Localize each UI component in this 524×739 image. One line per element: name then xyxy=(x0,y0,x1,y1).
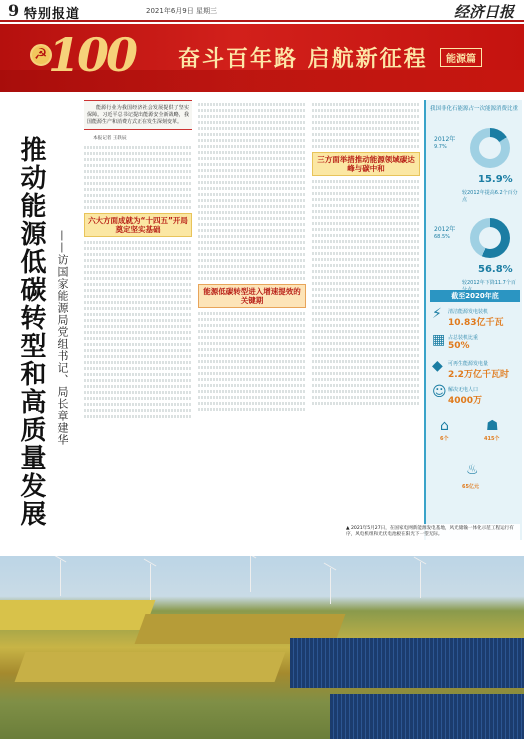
text-line xyxy=(198,259,306,262)
text-line xyxy=(84,379,192,382)
text-line xyxy=(84,146,192,149)
text-line xyxy=(198,312,306,315)
text-line xyxy=(312,234,420,237)
text-column-2 xyxy=(198,100,306,540)
text-line xyxy=(312,354,420,357)
text-line xyxy=(198,378,306,381)
wind-turbine xyxy=(420,562,421,598)
text-line xyxy=(312,133,420,136)
info-heading: 我国非化石能源占一次能源消费比重 xyxy=(430,106,519,112)
text-line xyxy=(198,390,306,393)
text-line xyxy=(312,330,420,333)
text-line xyxy=(84,319,192,322)
text-line xyxy=(84,283,192,286)
text-line xyxy=(312,300,420,303)
text-column-1 xyxy=(84,100,192,540)
text-column-3 xyxy=(312,100,420,540)
text-line xyxy=(312,366,420,369)
text-line xyxy=(198,342,306,345)
house-icon: ⌂ xyxy=(440,418,449,434)
text-line xyxy=(84,289,192,292)
text-line xyxy=(312,264,420,267)
text-line xyxy=(312,384,420,387)
wind-turbine xyxy=(250,556,251,592)
farmland xyxy=(15,652,286,682)
text-line xyxy=(312,312,420,315)
text-line xyxy=(198,127,306,130)
water-drop-icon: ◆ xyxy=(432,358,443,374)
text-line xyxy=(312,127,420,130)
info-value-1: 15.9% xyxy=(478,174,513,185)
section-title: 特别报道 xyxy=(24,7,81,22)
text-line xyxy=(198,235,306,238)
text-line xyxy=(198,366,306,369)
text-line xyxy=(312,115,420,118)
text-line xyxy=(84,355,192,358)
text-line xyxy=(312,342,420,345)
text-line xyxy=(84,331,192,334)
text-line xyxy=(198,109,306,112)
info-row-1: 清洁能源发电装机 10.83亿千瓦 xyxy=(448,309,504,328)
power-tower-icon: ⚡ xyxy=(432,306,442,322)
text-line xyxy=(84,152,192,155)
text-line xyxy=(84,176,192,179)
text-line xyxy=(312,348,420,351)
text-line xyxy=(198,247,306,250)
text-line xyxy=(312,306,420,309)
text-line xyxy=(198,163,306,166)
text-line xyxy=(312,282,420,285)
text-line xyxy=(312,145,420,148)
text-line xyxy=(84,415,192,418)
text-line xyxy=(198,217,306,220)
text-line xyxy=(312,109,420,112)
info-row-4: 解决无电人口 4000万 xyxy=(448,387,483,406)
text-line xyxy=(84,265,192,268)
text-line xyxy=(312,276,420,279)
text-line xyxy=(84,301,192,304)
text-line xyxy=(312,402,420,405)
text-line xyxy=(84,188,192,191)
text-line xyxy=(312,216,420,219)
text-line xyxy=(198,121,306,124)
text-line xyxy=(84,277,192,280)
text-line xyxy=(198,223,306,226)
info-ribbon: 截至2020年底 xyxy=(430,290,520,302)
text-line xyxy=(312,378,420,381)
text-line xyxy=(312,324,420,327)
text-line xyxy=(84,397,192,400)
text-line xyxy=(312,210,420,213)
solar-panel-icon: ▦ xyxy=(432,332,446,348)
text-line xyxy=(84,367,192,370)
text-line xyxy=(312,396,420,399)
page-number: 9 xyxy=(8,1,20,20)
text-line xyxy=(84,349,192,352)
page-header xyxy=(0,0,524,22)
text-line xyxy=(84,295,192,298)
text-line xyxy=(84,361,192,364)
text-line xyxy=(198,193,306,196)
issue-date: 2021年6月9日 星期三 xyxy=(146,7,217,15)
section-heading-3: 三方面举措推动能源领域碳达峰与碳中和 xyxy=(312,152,420,176)
info-year-1: 2012年 xyxy=(434,136,456,143)
photo-caption: ▲ 2021年5月27日，在国家电网新能源发电基地，风光储输一体化示范工程运行有序，风电机组和光伏电池板在阳光下一望无际。 xyxy=(344,524,520,540)
text-line xyxy=(198,181,306,184)
wind-turbine xyxy=(150,564,151,600)
info-note-2: 较2012年下降11.7个百 xyxy=(462,280,516,286)
infographic-panel xyxy=(424,100,522,540)
text-line xyxy=(84,241,192,244)
text-line xyxy=(84,409,192,412)
text-line xyxy=(198,348,306,351)
text-line xyxy=(198,318,306,321)
text-line xyxy=(312,228,420,231)
section-heading-1: 六大方面成就为“十四五”开局奠定坚实基础 xyxy=(84,213,192,237)
text-line xyxy=(198,205,306,208)
text-line xyxy=(84,373,192,376)
text-line xyxy=(312,372,420,375)
info-value-2: 56.8% xyxy=(478,264,513,275)
text-line xyxy=(198,241,306,244)
text-line xyxy=(312,222,420,225)
text-line xyxy=(312,103,420,106)
farmland xyxy=(0,600,155,630)
text-line xyxy=(198,324,306,327)
text-line xyxy=(198,229,306,232)
text-line xyxy=(312,252,420,255)
section-heading-2: 能源低碳转型进入增速提效的关键期 xyxy=(198,284,306,308)
text-line xyxy=(312,294,420,297)
text-line xyxy=(198,265,306,268)
text-line xyxy=(84,200,192,203)
text-line xyxy=(84,403,192,406)
text-line xyxy=(312,121,420,124)
village-icon: ☗ xyxy=(486,418,499,434)
text-line xyxy=(312,240,420,243)
wind-solar-photo xyxy=(0,556,524,739)
text-line xyxy=(312,192,420,195)
text-line xyxy=(312,204,420,207)
text-line xyxy=(84,247,192,250)
text-line xyxy=(198,271,306,274)
text-line xyxy=(84,182,192,185)
banner-tag: 能源篇 xyxy=(440,48,482,67)
text-line xyxy=(84,313,192,316)
text-line xyxy=(312,270,420,273)
text-line xyxy=(198,372,306,375)
wind-turbine xyxy=(60,560,61,596)
text-line xyxy=(84,170,192,173)
text-line xyxy=(198,402,306,405)
text-line xyxy=(198,330,306,333)
text-line xyxy=(198,253,306,256)
info-year-2: 2012年 xyxy=(434,226,456,233)
info-small-3: 65亿元 xyxy=(462,484,479,490)
text-line xyxy=(84,206,192,209)
info-row-2: 占总装机比重 50% xyxy=(448,335,479,351)
text-line xyxy=(84,391,192,394)
text-line xyxy=(198,133,306,136)
text-line xyxy=(84,158,192,161)
text-line xyxy=(312,139,420,142)
text-line xyxy=(198,145,306,148)
text-line xyxy=(198,139,306,142)
masthead-logo: 经济日报 xyxy=(453,3,514,21)
text-line xyxy=(198,157,306,160)
text-line xyxy=(312,336,420,339)
text-line xyxy=(84,259,192,262)
article-title: 推动能源低碳转型和高质量发展 xyxy=(16,136,46,528)
text-line xyxy=(312,390,420,393)
info-row-3: 可再生能源发电量 2.2万亿千瓦时 xyxy=(448,361,509,380)
article-body xyxy=(84,100,420,540)
article-lead: 能源行业为我国经济社会发展提供了坚实保障。习近平总书记提出能源安全新战略，我国能源生产和消费方式正在发生深刻变革。 xyxy=(84,100,192,130)
article-subtitle: ——访国家能源局党组书记、局长章建华 xyxy=(56,230,69,446)
text-line xyxy=(84,164,192,167)
wind-turbine xyxy=(330,568,331,604)
text-line xyxy=(84,194,192,197)
banner-hundred: 100 xyxy=(48,28,136,82)
text-line xyxy=(198,211,306,214)
text-line xyxy=(198,103,306,106)
text-line xyxy=(84,385,192,388)
text-line xyxy=(198,151,306,154)
money-bag-icon: ♨ xyxy=(466,462,479,478)
text-line xyxy=(198,396,306,399)
info-note-1: 较2012年提高6.2个百分点 xyxy=(462,190,518,203)
text-line xyxy=(198,187,306,190)
text-line xyxy=(84,307,192,310)
info-small-1: 6个 xyxy=(440,436,449,442)
people-icon: ☺ xyxy=(432,384,447,400)
text-line xyxy=(198,169,306,172)
text-line xyxy=(84,343,192,346)
text-line xyxy=(312,198,420,201)
text-line xyxy=(198,277,306,280)
text-line xyxy=(198,115,306,118)
text-line xyxy=(84,253,192,256)
text-line xyxy=(198,336,306,339)
text-line xyxy=(198,360,306,363)
solar-array xyxy=(330,694,524,739)
text-line xyxy=(312,318,420,321)
text-line xyxy=(312,246,420,249)
text-line xyxy=(312,258,420,261)
byline: 本报记者 王轶辰 xyxy=(93,136,127,142)
text-line xyxy=(198,408,306,411)
banner-slogan: 奋斗百年路 启航新征程 xyxy=(178,47,428,72)
text-line xyxy=(198,384,306,387)
text-line xyxy=(198,354,306,357)
info-prev-1: 9.7% xyxy=(434,144,447,150)
text-line xyxy=(312,288,420,291)
donut-chart-1 xyxy=(470,128,510,168)
text-line xyxy=(312,360,420,363)
donut-chart-2 xyxy=(470,218,510,258)
solar-array xyxy=(290,638,524,688)
text-line xyxy=(84,337,192,340)
text-line xyxy=(312,180,420,183)
text-line xyxy=(84,325,192,328)
centenary-banner xyxy=(0,24,524,92)
info-prev-2: 68.5% xyxy=(434,234,450,240)
text-line xyxy=(84,271,192,274)
text-line xyxy=(312,186,420,189)
text-line xyxy=(198,175,306,178)
text-line xyxy=(198,199,306,202)
info-small-2: 415个 xyxy=(484,436,500,442)
